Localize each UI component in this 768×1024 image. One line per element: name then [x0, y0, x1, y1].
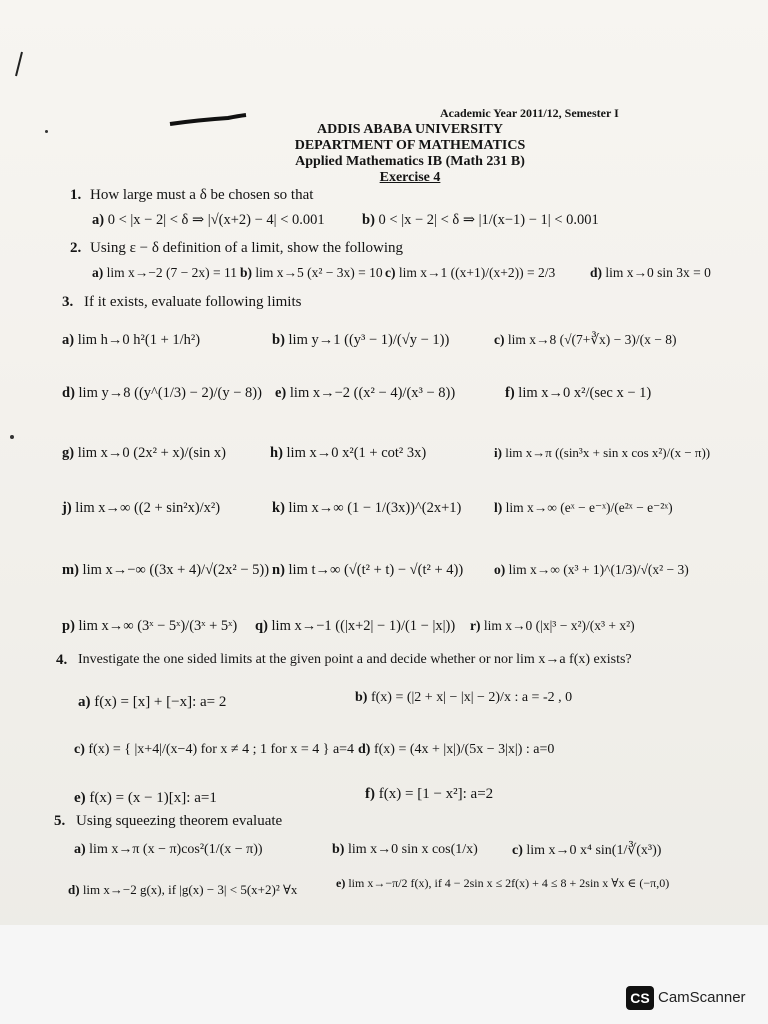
q4-e-label: e) [74, 790, 86, 806]
q3-a-expr: lim h→0 h²(1 + 1/h²) [77, 332, 201, 348]
q3-o [494, 562, 689, 578]
q3-n-expr: lim t→∞ (√(t² + t) − √(t² + 4)) [288, 562, 464, 578]
q3-e-expr: lim x→−2 ((x² − 4)/(x³ − 8)) [289, 385, 456, 401]
q4-e [74, 790, 217, 807]
q5-a-label: a) [74, 842, 86, 857]
q2-c-expr: lim x→1 ((x+1)/(x+2)) = 2/3 [398, 265, 556, 280]
q5-c-expr: lim x→0 x⁴ sin(1/∛(x³)) [526, 843, 662, 858]
q2-c-label: c) [385, 265, 396, 280]
q4-number: 4. [56, 652, 68, 668]
q3-h [270, 445, 426, 462]
q3-k [272, 500, 461, 517]
q5-c [512, 842, 661, 859]
q2-text: Using ε − δ definition of a limit, show the following [90, 240, 404, 256]
q4-b-label: b) [355, 690, 368, 705]
course-title: Applied Mathematics IB (Math 231 B) [295, 154, 525, 169]
q3-c [494, 332, 676, 348]
q3-h-expr: lim x→0 x²(1 + cot² 3x) [286, 445, 427, 461]
q5-e-expr: lim x→−π/2 f(x), if 4 − 2sin x ≤ 2f(x) + 4 ≤ 8 + 2sin x ∀x ∈ (−π,0) [348, 876, 670, 890]
q3-a-label: a) [62, 332, 75, 348]
exercise-title: Exercise 4 [379, 170, 441, 185]
q3-e-label: e) [275, 385, 287, 401]
q3-b [272, 332, 449, 349]
q1-b-label: b) [362, 212, 375, 228]
department-name: DEPARTMENT OF MATHEMATICS [294, 138, 526, 153]
q1-b-expr: 0 < |x − 2| < δ ⇒ |1/(x−1) − 1| < 0.001 [378, 212, 599, 228]
q3-d-expr: lim y→8 ((y^(1/3) − 2)/(y − 8)) [78, 385, 262, 401]
q4-text: Investigate the one sided limits at the given point a and decide whether or nor lim x→a f(x) exists? [78, 652, 632, 667]
q2-c [385, 265, 555, 281]
q5-b [332, 842, 478, 858]
q3-f-expr: lim x→0 x²/(sec x − 1) [518, 385, 652, 401]
q3-c-expr: lim x→8 (√(7+∛x) − 3)/(x − 8) [507, 332, 677, 347]
pen-mark [8, 50, 28, 80]
q3-e [275, 385, 455, 402]
q3-q-expr: lim x→−1 ((|x+2| − 1)/(1 − |x|)) [271, 618, 456, 634]
q5-a [74, 842, 263, 858]
q1-text: How large must a δ be chosen so that [90, 187, 314, 203]
q3-i-label: i) [494, 445, 502, 460]
q3-b-label: b) [272, 332, 285, 348]
q4-d [358, 742, 554, 758]
page-bottom-margin [0, 925, 768, 1024]
q5-d-expr: lim x→−2 g(x), if |g(x) − 3| < 5(x+2)² ∀x [82, 882, 298, 897]
q3-q-label: q) [255, 618, 268, 634]
q3-n-label: n) [272, 562, 285, 578]
q2-b-expr: lim x→5 (x² − 3x) = 10 [255, 265, 383, 280]
q1-a-expr: 0 < |x − 2| < δ ⇒ |√(x+2) − 4| < 0.001 [107, 212, 325, 228]
q1-a [92, 212, 325, 229]
q3-h-label: h) [270, 445, 283, 461]
q3-f-label: f) [505, 385, 515, 401]
q4-d-expr: f(x) = (4x + |x|)/(5x − 3|x|) : a=0 [373, 742, 555, 757]
q5-c-label: c) [512, 843, 523, 858]
q3-g-expr: lim x→0 (2x² + x)/(sin x) [77, 445, 226, 461]
q3-a [62, 332, 200, 349]
q3-r [470, 618, 635, 634]
q3-l-expr: lim x→∞ (eˣ − e⁻ˣ)/(e²ˣ − e⁻²ˣ) [505, 500, 673, 515]
q3-j-label: j) [62, 500, 72, 516]
camscanner-brand: CamScanner [658, 989, 746, 1006]
q4-f-label: f) [365, 786, 375, 802]
q3-i-expr: lim x→π ((sin³x + sin x cos x²)/(x − π)) [505, 445, 711, 460]
q4-a-label: a) [78, 694, 91, 710]
q2-a [92, 265, 237, 281]
q3-m [62, 562, 269, 579]
q3-k-label: k) [272, 500, 285, 516]
q2-b [240, 265, 383, 281]
q2-number: 2. [70, 240, 82, 256]
q3-l [494, 500, 673, 516]
q5-a-expr: lim x→π (x − π)cos²(1/(x − π)) [89, 842, 263, 857]
q2-d-expr: lim x→0 sin 3x = 0 [605, 265, 711, 280]
q4-c-label: c) [74, 742, 85, 757]
q3-text: If it exists, evaluate following limits [84, 294, 302, 310]
q4-c-expr: f(x) = { |x+4|/(x−4) for x ≠ 4 ; 1 for x = 4 } a=4 [88, 742, 355, 757]
q2-d-label: d) [590, 265, 603, 280]
q4-f-expr: f(x) = [1 − x²]: a=2 [378, 786, 494, 802]
q2-d [590, 265, 711, 281]
q5-d [68, 882, 297, 898]
q3-p-label: p) [62, 618, 75, 634]
q5-number: 5. [54, 813, 66, 829]
q4-e-expr: f(x) = (x − 1)[x]: a=1 [89, 790, 217, 806]
q4-d-label: d) [358, 742, 371, 757]
q5-b-expr: lim x→0 sin x cos(1/x) [347, 842, 478, 857]
q4-b [355, 690, 572, 706]
q4-a [78, 694, 226, 711]
q5-e [336, 876, 669, 891]
q3-number: 3. [62, 294, 74, 310]
q2-a-label: a) [92, 265, 104, 280]
q5-e-label: e) [336, 876, 346, 890]
dot-mark [10, 435, 14, 439]
q2-a-expr: lim x→−2 (7 − 2x) = 11 [106, 265, 237, 280]
q4-f [365, 786, 493, 803]
q5-d-label: d) [68, 882, 80, 897]
q3-o-label: o) [494, 562, 506, 577]
q5-b-label: b) [332, 842, 345, 857]
q3-l-label: l) [494, 500, 503, 515]
q3-i [494, 445, 710, 461]
camscanner-logo-icon: CS [626, 986, 654, 1010]
q1-number: 1. [70, 187, 82, 203]
q3-p [62, 618, 237, 635]
q3-f [505, 385, 651, 402]
q2-b-label: b) [240, 265, 253, 280]
q3-n [272, 562, 463, 579]
q3-r-label: r) [470, 618, 481, 633]
q4-c [74, 742, 354, 758]
q3-j-expr: lim x→∞ ((2 + sin²x)/x²) [75, 500, 221, 516]
dot-mark [45, 130, 48, 133]
q3-o-expr: lim x→∞ (x³ + 1)^(1/3)/√(x² − 3) [508, 562, 689, 577]
q3-g-label: g) [62, 445, 75, 461]
q4-b-expr: f(x) = (|2 + x| − |x| − 2)/x : a = -2 , 0 [370, 690, 573, 705]
q3-c-label: c) [494, 332, 505, 347]
q3-m-expr: lim x→−∞ ((3x + 4)/√(2x² − 5)) [82, 562, 270, 578]
q4-a-expr: f(x) = [x] + [−x]: a= 2 [94, 694, 227, 710]
academic-year: Academic Year 2011/12, Semester I [440, 106, 619, 120]
q3-k-expr: lim x→∞ (1 − 1/(3x))^(2x+1) [288, 500, 462, 516]
q3-d-label: d) [62, 385, 75, 401]
q1-b [362, 212, 599, 229]
q3-d [62, 385, 262, 402]
q3-r-expr: lim x→0 (|x|³ − x²)/(x³ + x²) [483, 618, 635, 633]
q5-text: Using squeezing theorem evaluate [76, 813, 283, 829]
q3-j [62, 500, 220, 517]
q3-b-expr: lim y→1 ((y³ − 1)/(√y − 1)) [288, 332, 450, 348]
q3-m-label: m) [62, 562, 79, 578]
q1-a-label: a) [92, 212, 105, 228]
q3-q [255, 618, 455, 635]
q3-g [62, 445, 226, 462]
q3-p-expr: lim x→∞ (3ˣ − 5ˣ)/(3ˣ + 5ˣ) [78, 618, 238, 634]
university-name: ADDIS ABABA UNIVERSITY [317, 122, 503, 137]
